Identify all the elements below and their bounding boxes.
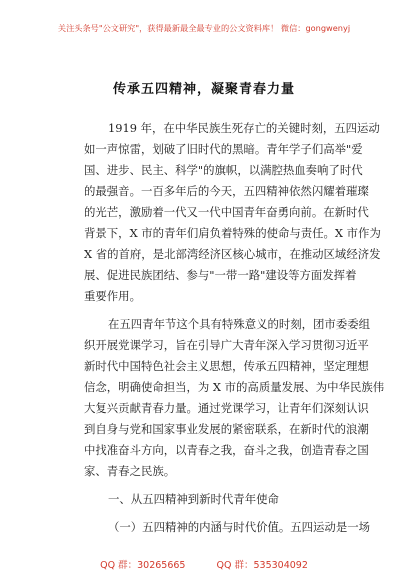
qq-group-1: QQ 群：30265665 — [100, 560, 186, 571]
paragraph-line: 中找准奋斗方向，以青春之我，奋斗之我，创造青春之国 — [84, 443, 369, 457]
paragraph-line: 织开展党课学习，旨在引导广大青年深入学习贯彻习近平 — [84, 338, 369, 352]
paragraph-line: 如一声惊雷，划破了旧时代的黑暗。青年学子们高举"爱 — [84, 142, 363, 156]
paragraph-line: 1919 年，在中华民族生死存亡的关键时刻，五四运动 — [108, 121, 380, 135]
paragraph-line: 大复兴贡献青春力量。通过党课学习，让青年们深刻认识 — [84, 401, 369, 415]
paragraph-line: 重要作用。 — [84, 289, 141, 303]
document-body — [84, 118, 385, 538]
paragraph-line: 新时代中国特色社会主义思想，传承五四精神，坚定理想 — [84, 359, 369, 373]
paragraph-line: 的最强音。一百多年后的今天，五四精神依然闪耀着璀璨 — [84, 184, 369, 198]
page-header-promo: 关注头条号"公文研究"，获得最新最全最专业的公文资料库！ 微信：gongwenyj — [57, 23, 351, 33]
qq-group-2: QQ 群：535304092 — [216, 560, 308, 571]
paragraph-line: 背景下，X 市的青年们肩负着特殊的使命与责任。X 市作为 — [84, 226, 381, 240]
paragraph-line: 到自身与党和国家事业发展的紧密联系，在新时代的浪潮 — [84, 422, 369, 436]
paragraph-line: 展、促进民族团结、参与"一带一路"建设等方面发挥着 — [84, 268, 357, 282]
subsection-heading-line: （一）五四精神的内涵与时代价值。五四运动是一场 — [108, 520, 370, 534]
section-heading: 一、从五四精神到新时代青年使命 — [108, 492, 279, 506]
paragraph-line: 家、青春之民族。 — [84, 464, 176, 478]
paragraph-line: 的光芒，激励着一代又一代中国青年奋勇向前。在新时代 — [84, 205, 369, 219]
paragraph-line: 在五四青年节这个具有特殊意义的时刻，团市委委组 — [108, 317, 370, 331]
page-footer-contacts — [0, 557, 408, 571]
paragraph-line: 国、进步、民主、科学"的旗帜，以满腔热血奏响了时代 — [84, 163, 363, 177]
paragraph-line: X 省的首府，是北部湾经济区核心城市，在推动区域经济发 — [84, 247, 381, 261]
paragraph-line: 信念，明确使命担当，为 X 市的高质量发展、为中华民族伟 — [84, 380, 385, 394]
document-title: 传承五四精神，凝聚青春力量 — [112, 82, 295, 97]
